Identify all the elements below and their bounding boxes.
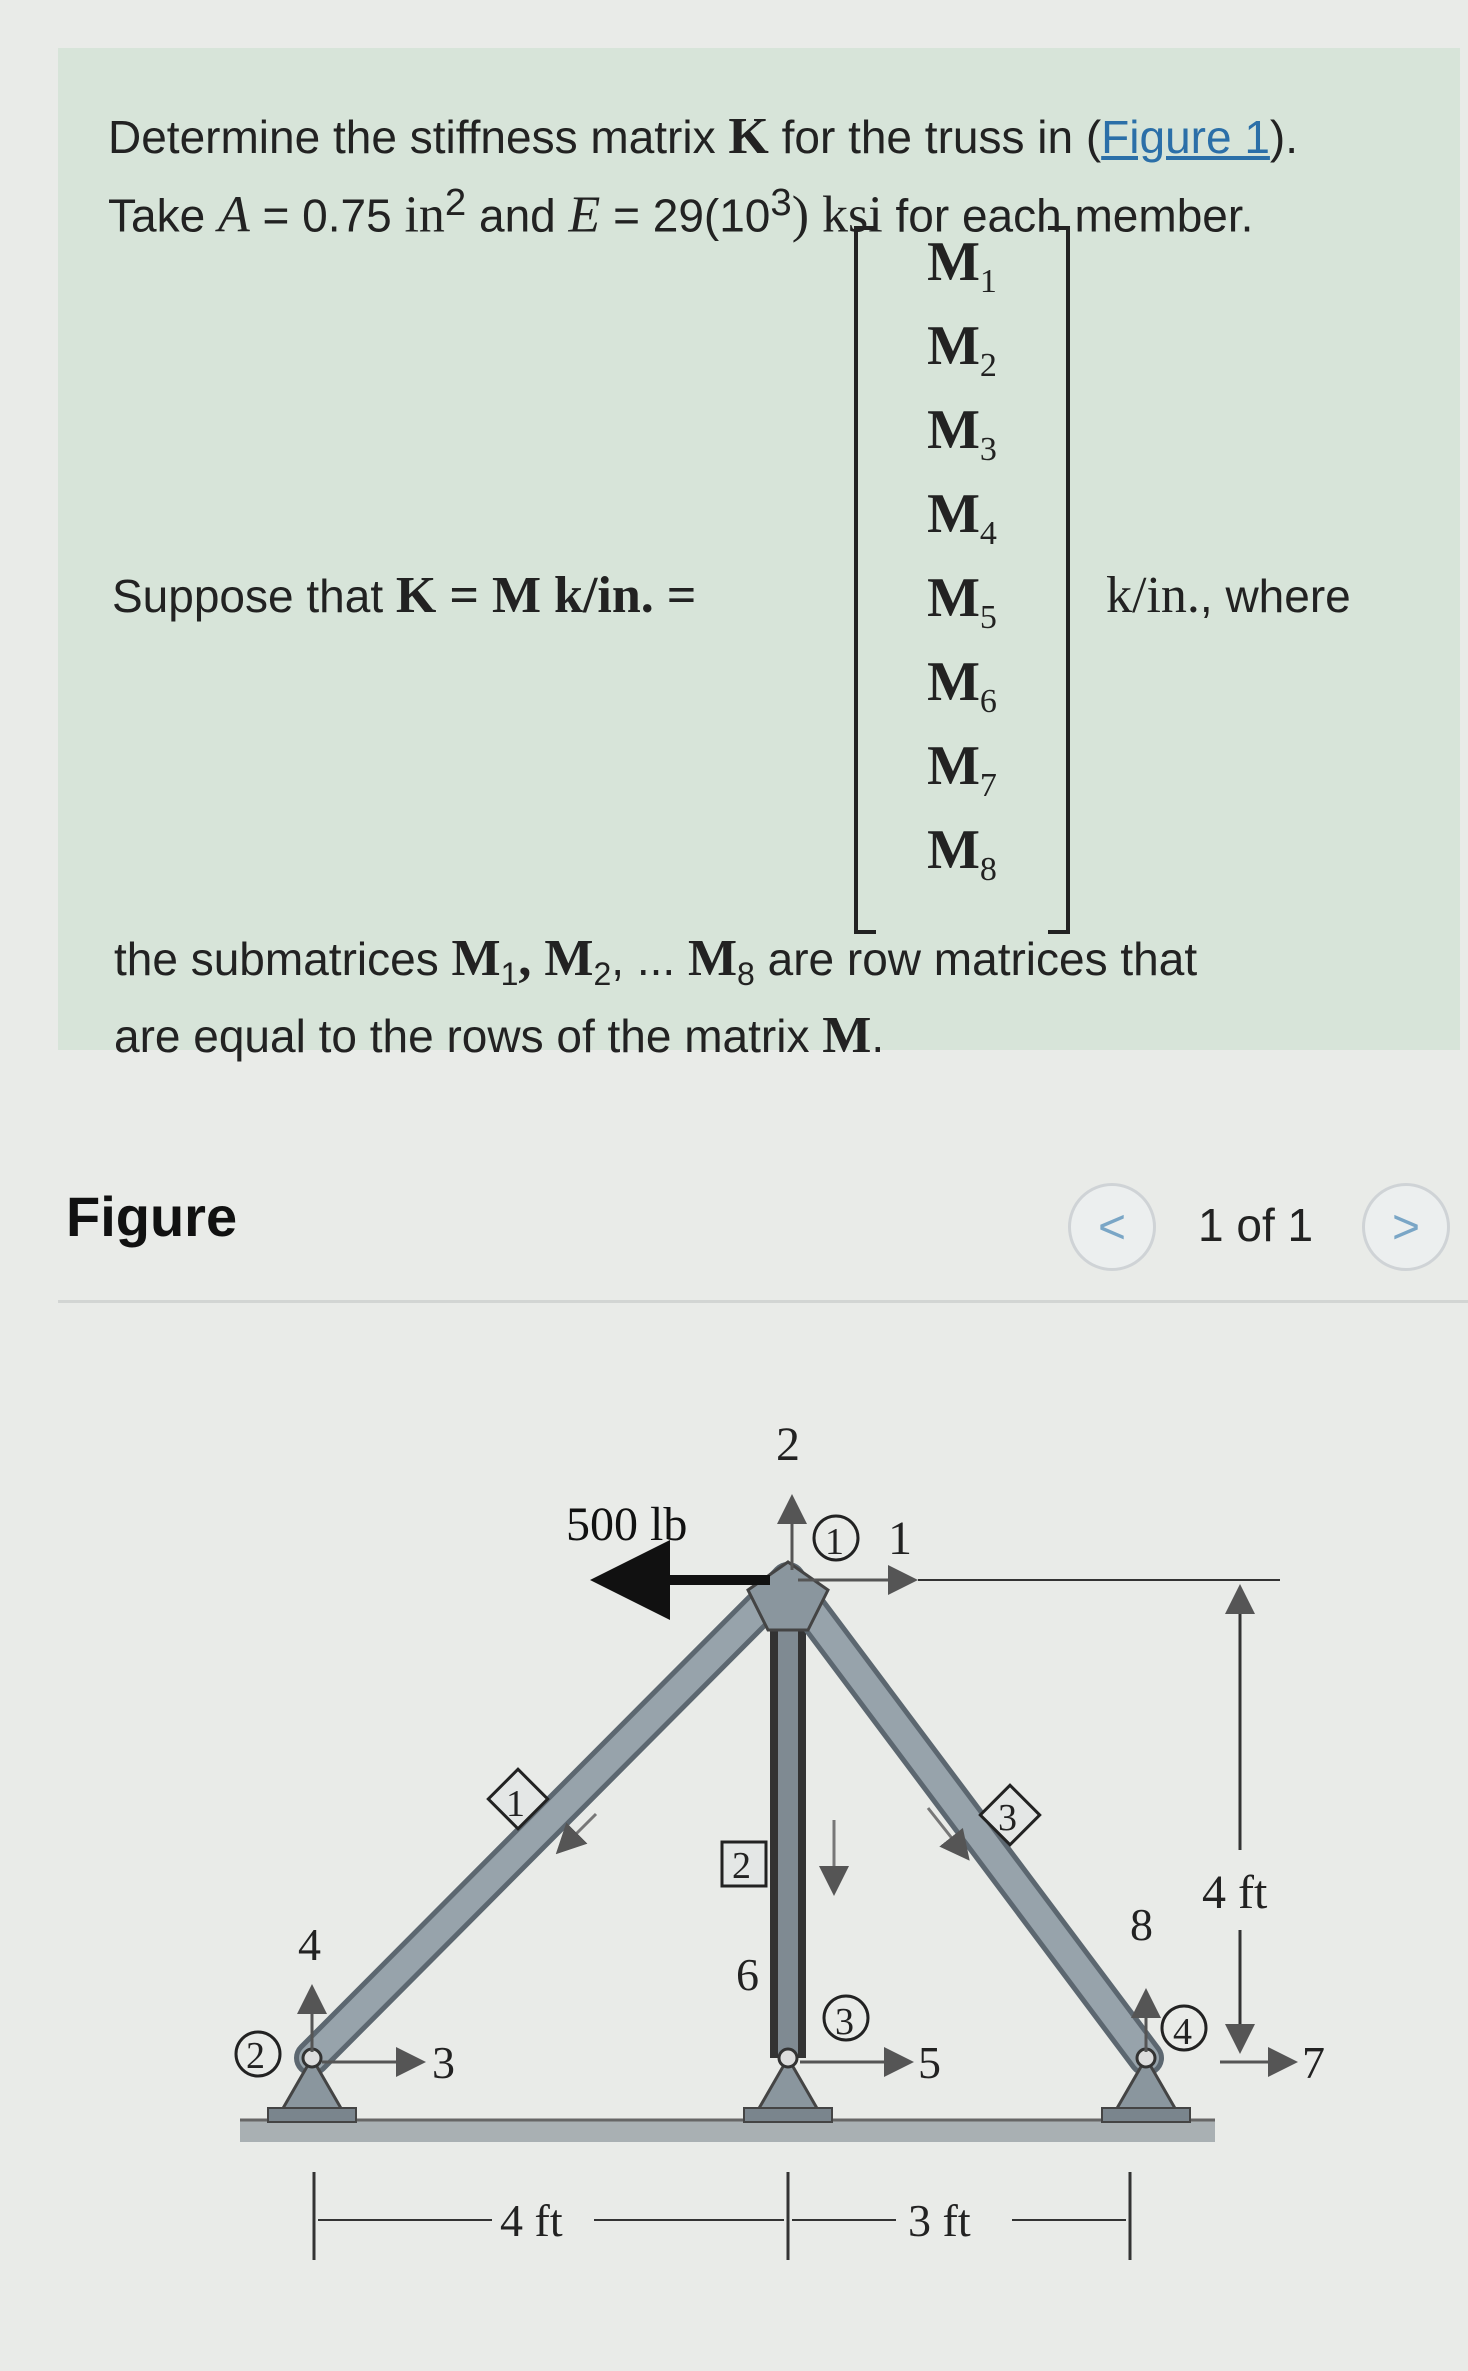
load-label: 500 lb [566,1498,688,1551]
problem-line-2 [108,170,1298,248]
node-1-label: 1 [825,1521,844,1563]
member-3-label: 3 [998,1797,1017,1839]
support-node-4 [1102,2049,1190,2122]
node-3-label: 3 [835,2001,854,2043]
matrix-row: $M_4$ [927,483,997,553]
support-node-2 [268,2049,356,2122]
area-value: = 0.75 [249,189,405,242]
unit-text: k/in. [1106,567,1200,624]
modulus-exp: 3 [770,181,792,224]
area-unit-exp: 2 [444,181,467,224]
matrix-row: $M_2$ [927,315,997,385]
next-figure-button[interactable]: > [1362,1183,1450,1271]
left-span-label: 4 ft [500,2195,563,2246]
stiffness-symbol: K [728,108,769,165]
modulus-value: = 29(10 [600,189,771,242]
modulus-unit: ) ksi [791,186,883,244]
intro-text-end: ). [1269,111,1299,163]
dof-1-label: 1 [888,1512,912,1565]
node-4-label: 4 [1173,2011,1192,2053]
suppose-equation [112,566,696,625]
suppose-text: Suppose that [112,570,396,622]
support-node-3 [744,2049,832,2122]
member-1-label: 1 [506,1783,525,1825]
figure-link[interactable]: Figure 1 [1101,111,1270,163]
matrix-row: $M_7$ [927,735,997,805]
row-matrix [854,226,1070,926]
area-symbol: A [217,186,250,244]
submatrices-line-1: the submatrices $M_1$, $M_2$, ... $M_8$ are row matrices that [114,930,1198,993]
intro-text: Determine the stiffness matrix [108,111,729,163]
equation-left: K = M k/in. = [395,567,697,624]
equation-right [1106,566,1351,625]
truss-diagram [0,1300,1468,2366]
intro-text-2: for the truss in ( [768,111,1102,163]
submatrices-line-2: are equal to the rows of the matrix M. [114,1007,885,1065]
problem-intro [108,104,1298,248]
dof-5-label: 5 [918,2037,941,2088]
dof-4-label: 4 [298,1919,321,1970]
dof-2-label: 2 [776,1418,800,1471]
where-text: , where [1199,570,1351,622]
dof-8-label: 8 [1130,1899,1153,1950]
previous-figure-button[interactable]: < [1068,1183,1156,1271]
node-2-label: 2 [246,2035,265,2077]
and-text: and [466,189,569,242]
right-span-label: 3 ft [908,2195,971,2246]
matrix-row: $M_3$ [927,399,997,469]
member-2-label: 2 [732,1845,751,1887]
figure-heading: Figure [66,1185,238,1248]
matrix-row: $M_8$ [927,819,997,889]
line2-end: for each member. [882,189,1254,242]
matrix-row: $M_5$ [927,567,997,637]
dof-7-label: 7 [1302,2037,1325,2088]
problem-line-1 [108,104,1298,170]
dof-3-label: 3 [432,2037,455,2088]
matrix-row: $M_1$ [927,231,997,301]
take-text: Take [108,189,218,242]
figure-page-indicator: 1 of 1 [1198,1199,1314,1251]
area-unit: in [404,186,445,244]
matrix-row: $M_6$ [927,651,997,721]
submatrices-text [114,928,1197,1067]
modulus-symbol: E [568,186,601,244]
dof-6-label: 6 [736,1949,759,2000]
ground [240,2120,1215,2142]
problem-statement-panel [58,48,1460,1065]
truss-figure [0,1300,1468,2366]
height-dimension-label: 4 ft [1202,1866,1268,1919]
